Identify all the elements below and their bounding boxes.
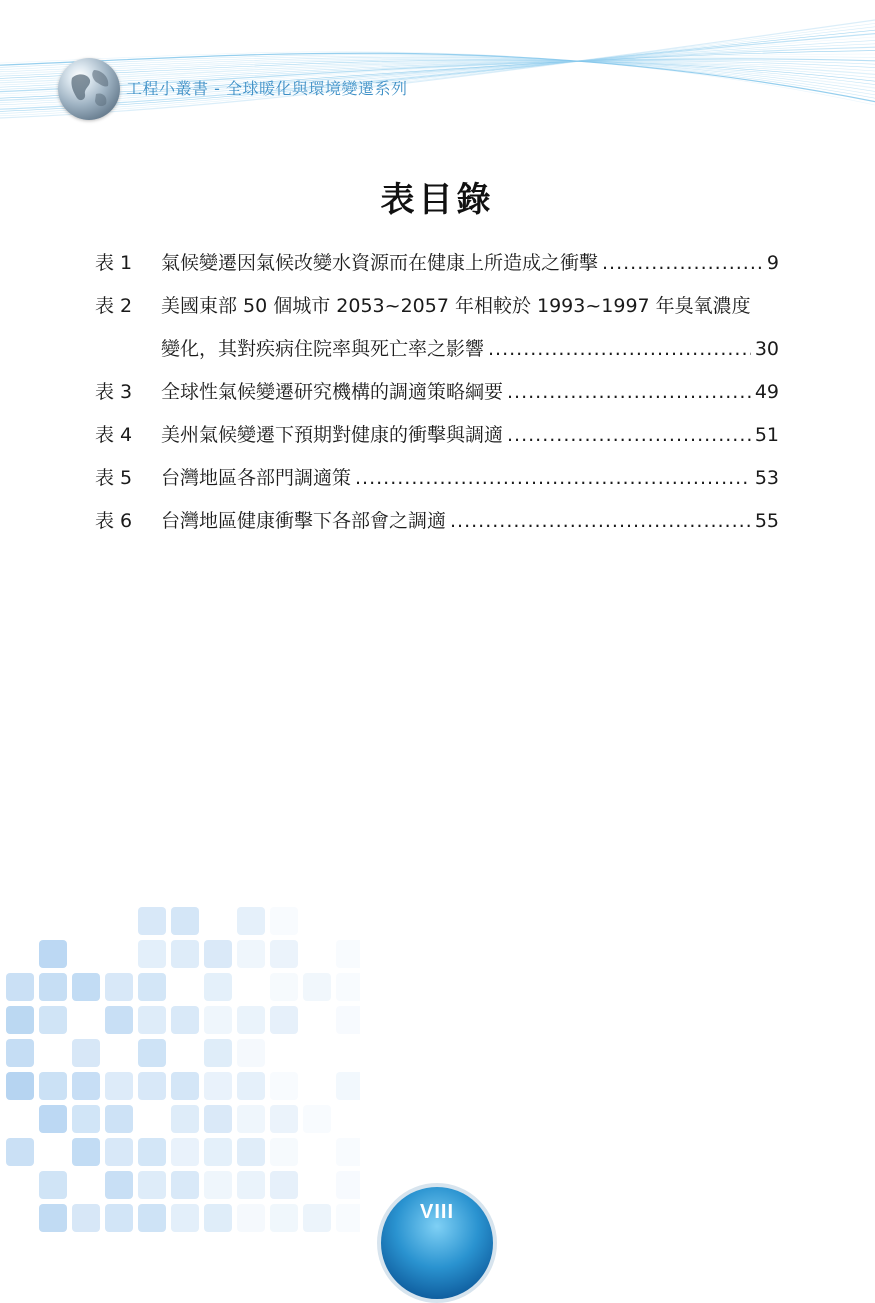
decorative-tile [39,1204,67,1232]
decorative-tile [138,940,166,968]
decorative-tile [336,1138,360,1166]
decorative-tile [270,1204,298,1232]
decorative-tile [105,1138,133,1166]
toc-entry-label: 表 2 [95,295,133,317]
toc-entry[interactable] [95,242,779,285]
table-of-contents [95,242,779,543]
decorative-tile [204,1204,232,1232]
toc-page-number: 53 [754,467,779,489]
page-number: VIII [419,1201,454,1223]
decorative-tile [204,1171,232,1199]
decorative-tile [171,1171,199,1199]
decorative-tile [6,1039,34,1067]
toc-entry[interactable] [95,285,779,371]
decorative-tile [72,1039,100,1067]
toc-entry[interactable] [95,414,779,457]
decorative-tile [171,1072,199,1100]
decorative-tile [39,1006,67,1034]
decorative-tile-grid [0,900,360,1241]
decorative-tile [204,1006,232,1034]
decorative-tile [72,1204,100,1232]
toc-entry[interactable] [95,500,779,543]
decorative-tile [138,1006,166,1034]
decorative-tile [270,1138,298,1166]
decorative-tile [336,1072,360,1100]
toc-page-number: 51 [754,424,779,446]
toc-page-number: 30 [754,338,779,360]
decorative-tile [270,973,298,1001]
decorative-tile [303,1105,331,1133]
toc-page-number: 49 [754,381,779,403]
decorative-tile [171,907,199,935]
toc-entry-label: 表 1 [95,252,133,274]
decorative-tile [171,1138,199,1166]
toc-entry-title: 全球性氣候變遷研究機構的調適策略綱要 [161,381,504,403]
decorative-tile [105,1006,133,1034]
decorative-tile [138,1204,166,1232]
decorative-tile [237,940,265,968]
decorative-tile [336,1006,360,1034]
page-number-badge [377,1183,497,1263]
toc-entry-title: 美國東部 50 個城市 2053~2057 年相較於 1993~1997 年臭氧濃度 [161,295,751,317]
toc-entry-title: 台灣地區各部門調適策 [161,467,352,489]
dot-leader [488,328,751,371]
decorative-tile [6,1138,34,1166]
decorative-tile [72,1138,100,1166]
decorative-tile [39,973,67,1001]
decorative-tile [270,1006,298,1034]
toc-entry-title: 美州氣候變遷下預期對健康的衝擊與調適 [161,424,504,446]
decorative-tile [237,1171,265,1199]
decorative-tile [171,1006,199,1034]
toc-entry[interactable] [95,371,779,414]
decorative-tile [105,1204,133,1232]
decorative-tile [204,973,232,1001]
decorative-tile [105,1072,133,1100]
decorative-tile [303,1204,331,1232]
decorative-tile [105,973,133,1001]
decorative-tile [138,907,166,935]
decorative-tile [39,1105,67,1133]
decorative-tile [270,1105,298,1133]
decorative-tile [72,1105,100,1133]
toc-entry-label: 表 6 [95,510,133,532]
decorative-tile [138,1138,166,1166]
decorative-tile [204,1105,232,1133]
toc-entry-label: 表 3 [95,381,133,403]
series-title: 工程小叢書 - 全球暖化與環境變遷系列 [126,79,408,98]
decorative-tile [6,973,34,1001]
decorative-tile [138,1072,166,1100]
decorative-tile [336,940,360,968]
decorative-tile [237,1039,265,1067]
toc-entry-label: 表 5 [95,467,133,489]
globe-icon [58,58,120,120]
decorative-tile [336,1171,360,1199]
decorative-tile [237,1006,265,1034]
decorative-tile [237,1105,265,1133]
decorative-tile [303,973,331,1001]
decorative-tile [270,1171,298,1199]
decorative-tile [204,940,232,968]
decorative-tile [270,1072,298,1100]
decorative-tile [72,973,100,1001]
decorative-tile [237,1138,265,1166]
toc-page-number: 55 [754,510,779,532]
dot-leader [507,414,751,457]
toc-entry-label: 表 4 [95,424,133,446]
decorative-tile [39,1171,67,1199]
decorative-tile [270,940,298,968]
dot-leader [355,457,751,500]
page-title: 表目錄 [380,180,495,220]
decorative-tile [6,1006,34,1034]
decorative-tile [138,1171,166,1199]
decorative-tile [336,973,360,1001]
toc-entry-title: 氣候變遷因氣候改變水資源而在健康上所造成之衝擊 [161,252,599,274]
toc-entry-title: 台灣地區健康衝擊下各部會之調適 [161,510,447,532]
decorative-tile [204,1138,232,1166]
dot-leader [602,242,763,285]
decorative-tile [72,1072,100,1100]
toc-entry[interactable] [95,457,779,500]
toc-entry-title: 變化，其對疾病住院率與死亡率之影響 [161,338,485,360]
decorative-tile [171,1105,199,1133]
decorative-tile [237,1204,265,1232]
dot-leader [507,371,751,414]
decorative-tile [204,1072,232,1100]
decorative-tile [237,907,265,935]
decorative-tile [171,1204,199,1232]
decorative-tile [336,1204,360,1232]
decorative-tile [39,940,67,968]
decorative-tile [105,1105,133,1133]
decorative-tile [171,940,199,968]
decorative-tile [39,1072,67,1100]
decorative-tile [6,1072,34,1100]
toc-page-number: 9 [766,252,779,274]
decorative-tile [204,1039,232,1067]
decorative-tile [138,1039,166,1067]
decorative-tile [105,1171,133,1199]
decorative-tile [138,973,166,1001]
decorative-tile [237,1072,265,1100]
dot-leader [450,500,751,543]
decorative-tile [270,907,298,935]
